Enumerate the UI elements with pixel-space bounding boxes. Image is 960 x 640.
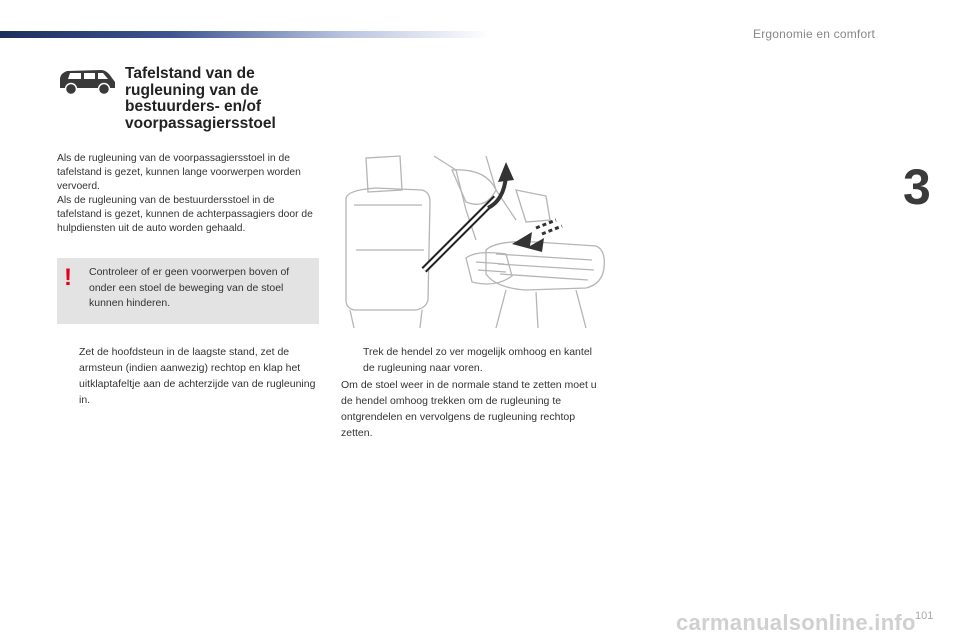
step-2-text: Trek de hendel zo ver mogelijk omhoog en kantel de rugleuning naar voren. [363,346,592,374]
step-1-text: Zet de hoofdsteun in de laagste stand, zet de armsteun (indien aanwezig) rechtop en klap het uitklaptafeltje aan de achterzijde van de rugleuning in. [79,346,316,406]
instruction-step-2 [341,344,603,376]
page-title: Tafelstand van de rugleuning van de bestuurders- en/of voorpassagiersstoel [125,65,276,132]
car-icon [57,66,117,96]
seat-table-position-illustration [336,150,616,328]
warning-icon: ! [64,264,72,291]
return-instruction-text: Om de stoel weer in de normale stand te zetten moet u de hendel omhoog trekken om de rugleuning te ontgrendelen en vervolgens de rugleuning rechtop zetten. [341,379,597,439]
intro-text [57,152,319,236]
intro-paragraph-1: Als de rugleuning van de voorpassagiersstoel in de tafelstand is gezet, kunnen lange voorwerpen worden vervoerd. [57,153,301,192]
page-number: 101 [915,610,934,622]
intro-paragraph-2: Als de rugleuning van de bestuurdersstoel in de tafelstand is gezet, kunnen de achterpassagiers door de hulpdiensten uit de auto worden gehaald. [57,195,313,234]
header-gradient-bar [0,31,490,38]
warning-text: Controleer of er geen voorwerpen boven of onder een stoel de beweging van de stoel kunnen hinderen. [89,266,290,309]
watermark: carmanualsonline.info [676,610,916,635]
instruction-step-1 [57,344,319,408]
warning-box [57,258,319,324]
chapter-number: 3 [903,159,931,215]
section-title: Ergonomie en comfort [753,27,876,41]
